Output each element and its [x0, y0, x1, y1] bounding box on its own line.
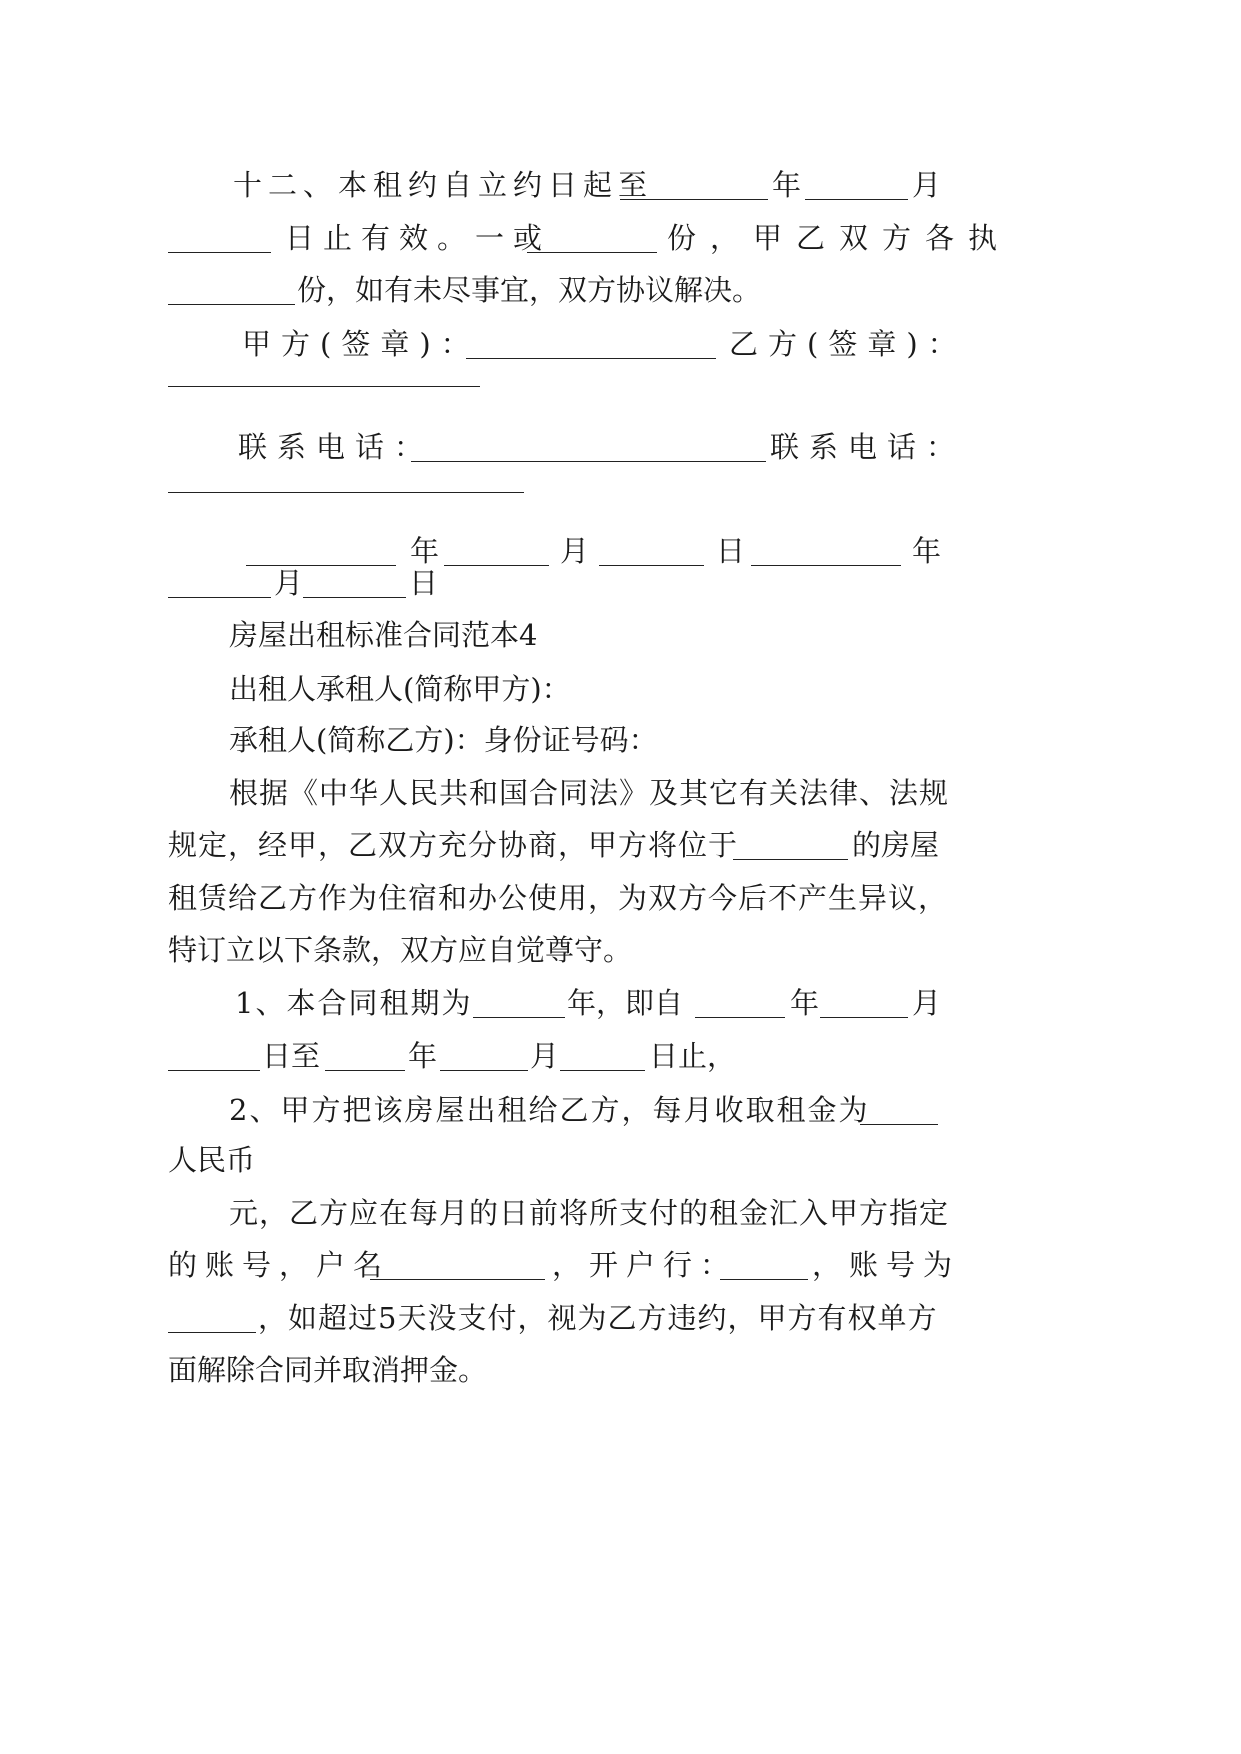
- blank-b-day: [303, 597, 406, 598]
- preamble-text-2b: 的房屋: [852, 828, 940, 862]
- blank-end-month-2: [440, 1070, 528, 1071]
- preamble-text-3: 租赁给乙方作为住宿和办公使用，为双方今后不产生异议，: [168, 881, 949, 915]
- lessor-label: 出租人承租人(简称甲方)：: [229, 672, 571, 706]
- clause-2-line-2: [0, 1130, 1241, 1190]
- blank-monthly-rent: [860, 1124, 938, 1125]
- clause-2-line-5: [0, 1288, 1241, 1348]
- date-a-month-label: 月: [560, 534, 590, 568]
- contract-4-title-line: [0, 605, 1241, 665]
- clause-2-text-b: 人民币: [168, 1143, 256, 1177]
- blank-property-location: [733, 859, 848, 860]
- year-label: 年: [772, 168, 802, 202]
- blank-account-name: [370, 1279, 545, 1280]
- preamble-text-2a: 规定，经甲，乙双方充分协商，甲方将位于: [168, 828, 739, 862]
- date-a-year-label: 年: [410, 534, 440, 568]
- blank-end-year: [620, 199, 768, 200]
- date-b-day-label: 日: [409, 566, 439, 600]
- clause-2-text-f: ，账号为: [812, 1248, 961, 1282]
- preamble-line-4: [0, 920, 1241, 980]
- blank-b-month: [168, 597, 271, 598]
- party-a-label: 甲方(签章)：: [242, 327, 480, 361]
- clause-1-text-h: 日止，: [649, 1039, 737, 1073]
- clause-2-line-4: [0, 1235, 1241, 1295]
- signature-continuation: [0, 342, 1241, 402]
- date-continuation: [0, 553, 1241, 613]
- phone-continuation: [0, 448, 1241, 508]
- blank-bank: [720, 1279, 808, 1280]
- clause-1-text-c: 年: [790, 986, 820, 1020]
- blank-party-b-phone: [168, 492, 524, 493]
- blank-copies-each: [168, 304, 295, 305]
- clause-1-text-g: 月: [530, 1039, 560, 1073]
- clause-12-line-1: [0, 155, 1241, 215]
- preamble-text-4: 特订立以下条款，双方应自觉尊守。: [168, 933, 633, 967]
- clause-2-text-a: 2、甲方把该房屋出租给乙方，每月收取租金为: [229, 1093, 870, 1127]
- copies-each-text: 份，甲乙双方各执: [667, 221, 1012, 255]
- clause-2-text-g: ，如超过5天没支付，视为乙方违约，甲方有权单方: [258, 1301, 938, 1335]
- blank-lease-term: [473, 1017, 565, 1018]
- blank-party-b-signature: [168, 386, 480, 387]
- blank-end-day: [168, 252, 271, 253]
- clause-1-text-d: 月: [912, 986, 942, 1020]
- blank-start-month: [820, 1017, 908, 1018]
- date-b-month-label: 月: [274, 566, 304, 600]
- contract-4-title: 房屋出租标准合同范本4: [229, 618, 538, 652]
- preamble-line-3: [0, 868, 1241, 928]
- clause-1-line-2: [0, 1026, 1241, 1086]
- blank-end-month: [805, 199, 908, 200]
- blank-end-day-2: [560, 1070, 645, 1071]
- month-label: 月: [912, 168, 942, 202]
- lessee-label: 承租人(简称乙方)：身份证号码：: [229, 723, 658, 757]
- date-a-day-label: 日: [716, 534, 746, 568]
- clause-12-text: 十二、本租约自立约日起至: [233, 168, 654, 202]
- party-a-phone-label: 联系电话：: [238, 430, 434, 464]
- clause-1-text-b: 年，即自: [567, 986, 684, 1020]
- blank-start-year: [695, 1017, 785, 1018]
- clause-2-line-3: [0, 1183, 1241, 1243]
- preamble-line-1: [0, 763, 1241, 823]
- clause-1-text-f: 年: [408, 1039, 438, 1073]
- clause-2-text-d: 的账号，户名: [168, 1248, 391, 1282]
- blank-end-year-2: [325, 1070, 405, 1071]
- party-b-label: 乙方(签章)：: [729, 327, 967, 361]
- party-b-phone-label: 联系电话：: [770, 430, 966, 464]
- clause-2-line-6: [0, 1340, 1241, 1400]
- lessee-line: [0, 710, 1241, 770]
- clause-1-line-1: [0, 973, 1241, 1033]
- date-b-year-label: 年: [912, 534, 942, 568]
- clause-1-text-a: 1、本合同租期为: [235, 986, 473, 1020]
- clause-2-text-e: ，开户行：: [552, 1248, 738, 1282]
- preamble-text-1: 根据《中华人民共和国合同法》及其它有关法律、法规: [229, 776, 950, 810]
- copies-rest-text: 份，如有未尽事宜，双方协议解决。: [297, 273, 762, 307]
- preamble-line-2: [0, 815, 1241, 875]
- clause-2-text-h: 面解除合同并取消押金。: [168, 1353, 488, 1387]
- blank-account-number: [168, 1332, 256, 1333]
- clause-1-text-e: 日至: [262, 1039, 321, 1073]
- clause-2-text-c: 元，乙方应在每月的日前将所支付的租金汇入甲方指定: [229, 1196, 950, 1230]
- valid-text: 日止有效。一或: [285, 221, 552, 255]
- clause-12-line-3: [0, 260, 1241, 320]
- clause-12-line-2: [0, 208, 1241, 268]
- blank-copies: [527, 252, 657, 253]
- blank-start-day: [168, 1070, 260, 1071]
